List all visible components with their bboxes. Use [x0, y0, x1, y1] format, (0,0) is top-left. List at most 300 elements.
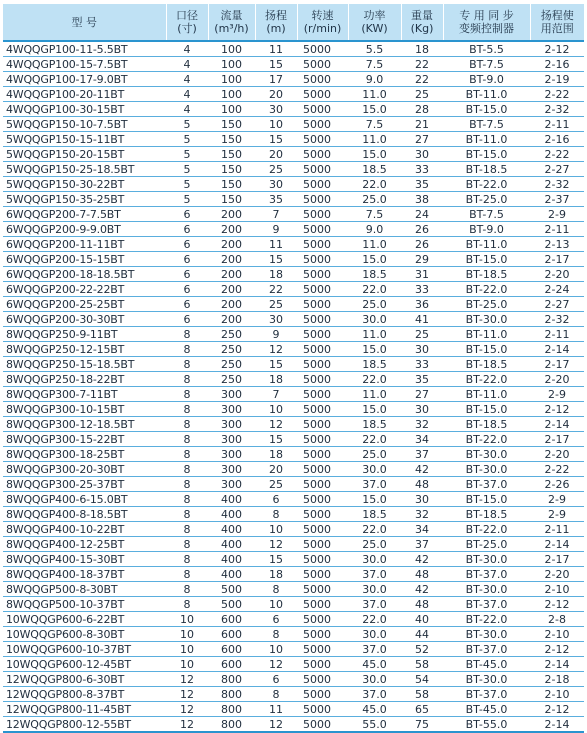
cell-head: 20: [255, 147, 297, 162]
cell-bore: 6: [166, 237, 208, 252]
cell-head: 22: [255, 282, 297, 297]
cell-flow: 250: [208, 372, 255, 387]
cell-power: 22.0: [348, 177, 401, 192]
cell-head: 15: [255, 57, 297, 72]
cell-head: 7: [255, 207, 297, 222]
cell-power: 22.0: [348, 612, 401, 627]
table-row: [3, 672, 584, 687]
cell-range: 2-10: [530, 582, 584, 597]
table-row: [3, 41, 584, 57]
cell-head: 9: [255, 222, 297, 237]
cell-range: 2-10: [530, 627, 584, 642]
cell-power: 45.0: [348, 702, 401, 717]
cell-controller: BT-18.5: [443, 357, 530, 372]
table-row: [3, 582, 584, 597]
cell-controller: BT-30.0: [443, 312, 530, 327]
header-controller-line2: 变频控制器: [459, 22, 514, 35]
cell-speed: 5000: [297, 132, 348, 147]
cell-controller: BT-18.5: [443, 267, 530, 282]
cell-power: 18.5: [348, 357, 401, 372]
cell-bore: 8: [166, 462, 208, 477]
cell-controller: BT-22.0: [443, 432, 530, 447]
cell-model: 6WQQGP200-15-15BT: [3, 252, 166, 267]
cell-bore: 4: [166, 41, 208, 57]
cell-head: 18: [255, 567, 297, 582]
cell-weight: 30: [401, 402, 443, 417]
cell-weight: 38: [401, 192, 443, 207]
cell-bore: 8: [166, 567, 208, 582]
cell-head: 12: [255, 717, 297, 733]
cell-flow: 150: [208, 177, 255, 192]
header-bore-unit: (寸): [177, 22, 197, 35]
cell-range: 2-17: [530, 552, 584, 567]
cell-bore: 8: [166, 582, 208, 597]
cell-power: 37.0: [348, 477, 401, 492]
cell-model: 5WQQGP150-35-25BT: [3, 192, 166, 207]
header-row: [3, 4, 584, 41]
cell-speed: 5000: [297, 87, 348, 102]
header-range-line1: 扬程使: [540, 9, 574, 22]
cell-bore: 8: [166, 447, 208, 462]
cell-model: 4WQQGP100-17-9.0BT: [3, 72, 166, 87]
cell-head: 7: [255, 387, 297, 402]
cell-range: 2-27: [530, 162, 584, 177]
cell-power: 30.0: [348, 627, 401, 642]
cell-range: 2-12: [530, 402, 584, 417]
cell-flow: 300: [208, 402, 255, 417]
cell-weight: 40: [401, 612, 443, 627]
cell-weight: 35: [401, 177, 443, 192]
cell-head: 30: [255, 102, 297, 117]
cell-flow: 250: [208, 357, 255, 372]
header-controller-line1: 专 用 同 步: [459, 9, 514, 22]
cell-range: 2-12: [530, 642, 584, 657]
cell-speed: 5000: [297, 627, 348, 642]
cell-power: 22.0: [348, 522, 401, 537]
cell-model: 8WQQGP300-10-15BT: [3, 402, 166, 417]
cell-flow: 800: [208, 717, 255, 733]
cell-controller: BT-7.5: [443, 207, 530, 222]
table-row: [3, 222, 584, 237]
cell-speed: 5000: [297, 297, 348, 312]
cell-model: 12WQQGP800-11-45BT: [3, 702, 166, 717]
cell-head: 25: [255, 477, 297, 492]
cell-bore: 10: [166, 612, 208, 627]
cell-bore: 8: [166, 357, 208, 372]
cell-controller: BT-37.0: [443, 597, 530, 612]
cell-range: 2-16: [530, 57, 584, 72]
cell-range: 2-26: [530, 477, 584, 492]
cell-range: 2-20: [530, 372, 584, 387]
cell-flow: 100: [208, 41, 255, 57]
cell-speed: 5000: [297, 462, 348, 477]
table-row: [3, 357, 584, 372]
cell-flow: 200: [208, 312, 255, 327]
cell-controller: BT-15.0: [443, 492, 530, 507]
cell-head: 9: [255, 327, 297, 342]
cell-flow: 100: [208, 87, 255, 102]
table-row: [3, 492, 584, 507]
cell-controller: BT-22.0: [443, 612, 530, 627]
cell-bore: 12: [166, 672, 208, 687]
cell-weight: 65: [401, 702, 443, 717]
cell-speed: 5000: [297, 222, 348, 237]
cell-flow: 100: [208, 102, 255, 117]
cell-bore: 5: [166, 117, 208, 132]
cell-flow: 300: [208, 477, 255, 492]
cell-power: 25.0: [348, 537, 401, 552]
cell-range: 2-27: [530, 297, 584, 312]
table-row: [3, 72, 584, 87]
cell-weight: 33: [401, 282, 443, 297]
table-row: [3, 132, 584, 147]
cell-controller: BT-11.0: [443, 237, 530, 252]
cell-speed: 5000: [297, 117, 348, 132]
cell-flow: 400: [208, 552, 255, 567]
cell-range: 2-18: [530, 672, 584, 687]
cell-head: 15: [255, 432, 297, 447]
cell-speed: 5000: [297, 447, 348, 462]
cell-power: 7.5: [348, 207, 401, 222]
cell-speed: 5000: [297, 41, 348, 57]
cell-bore: 8: [166, 342, 208, 357]
cell-bore: 6: [166, 297, 208, 312]
cell-weight: 34: [401, 522, 443, 537]
cell-speed: 5000: [297, 327, 348, 342]
cell-controller: BT-11.0: [443, 387, 530, 402]
cell-range: 2-14: [530, 717, 584, 733]
cell-flow: 400: [208, 567, 255, 582]
cell-controller: BT-25.0: [443, 192, 530, 207]
cell-speed: 5000: [297, 237, 348, 252]
cell-power: 18.5: [348, 162, 401, 177]
cell-speed: 5000: [297, 537, 348, 552]
table-row: [3, 687, 584, 702]
cell-bore: 10: [166, 627, 208, 642]
table-row: [3, 702, 584, 717]
cell-speed: 5000: [297, 477, 348, 492]
table-row: [3, 477, 584, 492]
cell-power: 9.0: [348, 222, 401, 237]
cell-flow: 100: [208, 72, 255, 87]
header-controller: [443, 4, 530, 41]
cell-weight: 33: [401, 162, 443, 177]
cell-model: 6WQQGP200-30-30BT: [3, 312, 166, 327]
cell-flow: 300: [208, 387, 255, 402]
cell-head: 11: [255, 41, 297, 57]
cell-controller: BT-25.0: [443, 537, 530, 552]
table-row: [3, 612, 584, 627]
cell-range: 2-14: [530, 537, 584, 552]
cell-controller: BT-30.0: [443, 582, 530, 597]
cell-model: 5WQQGP150-15-11BT: [3, 132, 166, 147]
table-row: [3, 147, 584, 162]
cell-speed: 5000: [297, 657, 348, 672]
cell-model: 6WQQGP200-9-9.0BT: [3, 222, 166, 237]
table-row: [3, 327, 584, 342]
cell-model: 8WQQGP400-18-37BT: [3, 567, 166, 582]
cell-flow: 400: [208, 537, 255, 552]
header-power-label: 功率: [363, 9, 386, 22]
cell-flow: 150: [208, 117, 255, 132]
cell-weight: 42: [401, 552, 443, 567]
cell-model: 12WQQGP800-12-55BT: [3, 717, 166, 733]
cell-head: 35: [255, 192, 297, 207]
cell-weight: 26: [401, 237, 443, 252]
cell-speed: 5000: [297, 57, 348, 72]
cell-controller: BT-9.0: [443, 222, 530, 237]
cell-range: 2-9: [530, 507, 584, 522]
cell-speed: 5000: [297, 507, 348, 522]
cell-range: 2-9: [530, 207, 584, 222]
cell-weight: 22: [401, 57, 443, 72]
cell-flow: 300: [208, 462, 255, 477]
cell-bore: 8: [166, 327, 208, 342]
cell-head: 10: [255, 117, 297, 132]
cell-head: 25: [255, 162, 297, 177]
cell-speed: 5000: [297, 492, 348, 507]
cell-model: 8WQQGP250-15-18.5BT: [3, 357, 166, 372]
table-body: [3, 41, 584, 732]
cell-bore: 8: [166, 537, 208, 552]
header-range-line2: 用范围: [540, 22, 574, 35]
cell-model: 8WQQGP300-20-30BT: [3, 462, 166, 477]
cell-flow: 600: [208, 657, 255, 672]
cell-power: 37.0: [348, 642, 401, 657]
cell-power: 11.0: [348, 237, 401, 252]
cell-bore: 6: [166, 267, 208, 282]
cell-model: 8WQQGP300-25-37BT: [3, 477, 166, 492]
cell-controller: BT-15.0: [443, 147, 530, 162]
cell-range: 2-12: [530, 702, 584, 717]
cell-power: 7.5: [348, 117, 401, 132]
cell-range: 2-11: [530, 117, 584, 132]
cell-power: 11.0: [348, 327, 401, 342]
cell-model: 6WQQGP200-18-18.5BT: [3, 267, 166, 282]
cell-controller: BT-30.0: [443, 672, 530, 687]
cell-power: 9.0: [348, 72, 401, 87]
cell-head: 18: [255, 372, 297, 387]
cell-range: 2-20: [530, 447, 584, 462]
cell-controller: BT-22.0: [443, 282, 530, 297]
cell-range: 2-16: [530, 132, 584, 147]
cell-weight: 18: [401, 41, 443, 57]
cell-weight: 29: [401, 252, 443, 267]
cell-weight: 48: [401, 477, 443, 492]
cell-range: 2-22: [530, 87, 584, 102]
cell-controller: BT-37.0: [443, 687, 530, 702]
cell-weight: 37: [401, 447, 443, 462]
cell-power: 25.0: [348, 192, 401, 207]
cell-bore: 10: [166, 657, 208, 672]
cell-range: 2-10: [530, 687, 584, 702]
cell-flow: 150: [208, 147, 255, 162]
cell-model: 8WQQGP400-8-18.5BT: [3, 507, 166, 522]
cell-range: 2-22: [530, 147, 584, 162]
cell-head: 18: [255, 447, 297, 462]
cell-controller: BT-18.5: [443, 507, 530, 522]
cell-controller: BT-30.0: [443, 627, 530, 642]
cell-speed: 5000: [297, 567, 348, 582]
table-row: [3, 297, 584, 312]
cell-speed: 5000: [297, 147, 348, 162]
cell-flow: 250: [208, 342, 255, 357]
cell-controller: BT-7.5: [443, 57, 530, 72]
table-row: [3, 312, 584, 327]
table-row: [3, 282, 584, 297]
header-flow-unit: (m³/h): [214, 22, 249, 35]
cell-controller: BT-37.0: [443, 642, 530, 657]
cell-model: 8WQQGP300-12-18.5BT: [3, 417, 166, 432]
cell-power: 55.0: [348, 717, 401, 733]
table-row: [3, 717, 584, 733]
cell-model: 6WQQGP200-22-22BT: [3, 282, 166, 297]
cell-speed: 5000: [297, 522, 348, 537]
table-row: [3, 507, 584, 522]
cell-model: 10WQQGP600-10-37BT: [3, 642, 166, 657]
cell-model: 8WQQGP300-15-22BT: [3, 432, 166, 447]
cell-model: 6WQQGP200-11-11BT: [3, 237, 166, 252]
table-row: [3, 462, 584, 477]
cell-range: 2-12: [530, 41, 584, 57]
cell-weight: 42: [401, 582, 443, 597]
cell-model: 8WQQGP500-10-37BT: [3, 597, 166, 612]
cell-power: 18.5: [348, 267, 401, 282]
cell-speed: 5000: [297, 342, 348, 357]
header-model: [3, 4, 166, 41]
cell-head: 25: [255, 297, 297, 312]
cell-model: 12WQQGP800-8-37BT: [3, 687, 166, 702]
cell-head: 12: [255, 417, 297, 432]
cell-bore: 8: [166, 417, 208, 432]
cell-range: 2-11: [530, 327, 584, 342]
cell-power: 30.0: [348, 462, 401, 477]
cell-speed: 5000: [297, 312, 348, 327]
cell-model: 10WQQGP600-6-22BT: [3, 612, 166, 627]
cell-power: 11.0: [348, 87, 401, 102]
cell-controller: BT-25.0: [443, 297, 530, 312]
cell-power: 25.0: [348, 447, 401, 462]
cell-head: 30: [255, 312, 297, 327]
table-row: [3, 627, 584, 642]
cell-power: 37.0: [348, 687, 401, 702]
cell-controller: BT-11.0: [443, 327, 530, 342]
cell-head: 8: [255, 507, 297, 522]
header-bore: [166, 4, 208, 41]
cell-flow: 500: [208, 597, 255, 612]
cell-speed: 5000: [297, 177, 348, 192]
header-speed-label: 转速: [311, 9, 334, 22]
cell-weight: 30: [401, 492, 443, 507]
table-row: [3, 207, 584, 222]
cell-range: 2-24: [530, 282, 584, 297]
cell-model: 5WQQGP150-30-22BT: [3, 177, 166, 192]
cell-controller: BT-7.5: [443, 117, 530, 132]
cell-range: 2-22: [530, 462, 584, 477]
cell-model: 8WQQGP400-15-30BT: [3, 552, 166, 567]
cell-head: 12: [255, 342, 297, 357]
cell-speed: 5000: [297, 387, 348, 402]
table-row: [3, 552, 584, 567]
table-row: [3, 657, 584, 672]
cell-range: 2-17: [530, 357, 584, 372]
cell-power: 37.0: [348, 567, 401, 582]
cell-range: 2-13: [530, 237, 584, 252]
cell-bore: 10: [166, 642, 208, 657]
table-row: [3, 432, 584, 447]
cell-bore: 8: [166, 387, 208, 402]
cell-bore: 8: [166, 492, 208, 507]
cell-bore: 8: [166, 552, 208, 567]
cell-head: 12: [255, 537, 297, 552]
cell-range: 2-9: [530, 492, 584, 507]
cell-head: 15: [255, 552, 297, 567]
cell-range: 2-9: [530, 387, 584, 402]
cell-head: 6: [255, 492, 297, 507]
cell-controller: BT-30.0: [443, 552, 530, 567]
cell-flow: 400: [208, 492, 255, 507]
cell-weight: 26: [401, 222, 443, 237]
cell-flow: 400: [208, 522, 255, 537]
cell-speed: 5000: [297, 252, 348, 267]
cell-flow: 200: [208, 267, 255, 282]
cell-range: 2-20: [530, 267, 584, 282]
cell-head: 10: [255, 402, 297, 417]
table-row: [3, 117, 584, 132]
cell-speed: 5000: [297, 612, 348, 627]
cell-speed: 5000: [297, 207, 348, 222]
cell-range: 2-37: [530, 192, 584, 207]
cell-head: 15: [255, 357, 297, 372]
table-row: [3, 252, 584, 267]
cell-head: 15: [255, 252, 297, 267]
cell-head: 17: [255, 72, 297, 87]
cell-model: 8WQQGP400-6-15.0BT: [3, 492, 166, 507]
cell-weight: 42: [401, 462, 443, 477]
cell-range: 2-32: [530, 177, 584, 192]
cell-bore: 5: [166, 177, 208, 192]
cell-weight: 25: [401, 87, 443, 102]
cell-speed: 5000: [297, 642, 348, 657]
cell-speed: 5000: [297, 282, 348, 297]
cell-head: 11: [255, 702, 297, 717]
cell-model: 4WQQGP100-20-11BT: [3, 87, 166, 102]
cell-flow: 300: [208, 447, 255, 462]
cell-controller: BT-45.0: [443, 702, 530, 717]
cell-power: 22.0: [348, 282, 401, 297]
cell-controller: BT-22.0: [443, 177, 530, 192]
cell-flow: 200: [208, 222, 255, 237]
cell-model: 8WQQGP250-9-11BT: [3, 327, 166, 342]
cell-controller: BT-11.0: [443, 132, 530, 147]
cell-flow: 500: [208, 582, 255, 597]
cell-controller: BT-15.0: [443, 402, 530, 417]
cell-controller: BT-15.0: [443, 102, 530, 117]
cell-weight: 52: [401, 642, 443, 657]
cell-controller: BT-37.0: [443, 567, 530, 582]
cell-head: 8: [255, 582, 297, 597]
cell-flow: 100: [208, 57, 255, 72]
cell-bore: 8: [166, 507, 208, 522]
cell-bore: 6: [166, 312, 208, 327]
cell-head: 6: [255, 612, 297, 627]
cell-weight: 30: [401, 342, 443, 357]
cell-weight: 48: [401, 567, 443, 582]
cell-model: 5WQQGP150-25-18.5BT: [3, 162, 166, 177]
cell-model: 8WQQGP300-18-25BT: [3, 447, 166, 462]
pump-spec-table: [3, 4, 584, 733]
header-weight-unit: (Kg): [410, 22, 434, 35]
